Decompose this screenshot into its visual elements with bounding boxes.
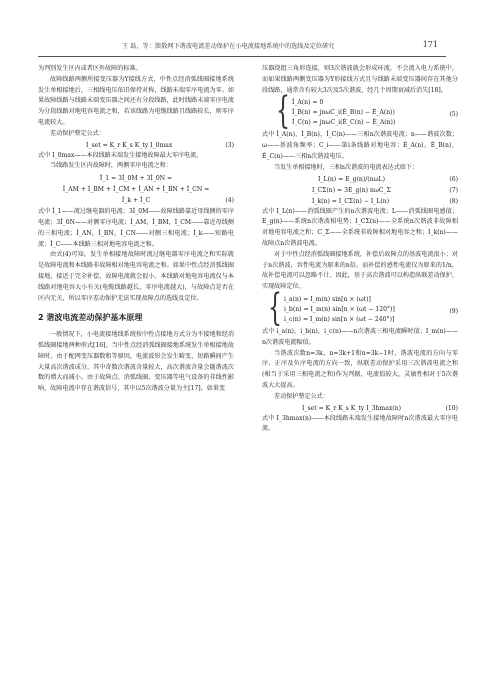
equation-number: (9) [449,307,458,315]
equation-number: (6) [449,175,458,183]
equation-9 [262,287,458,331]
paragraph: 对于中性点经消弧线圈接地系统，补偿后故障点的基波电流很小；对于n次谐波，容性电流为原来的n倍，而补偿的感性电流仅为原来的1/n，故补偿电流可以忽略不计。因此，基于高次谐波可以构造纵联差动保护，实现故障定位。 [262,250,458,291]
paragraph: 当线路发生区内故障时，两侧零序电流之和： [50,162,172,170]
equation-number: (10) [445,404,458,412]
equation-4 [38,173,234,206]
equation-line: İ_B(n) = jnωC_i(Ė_B(n) − Ė_A(n)) [291,109,395,117]
paragraph: 差动保护整定公式： [274,392,329,400]
left-column [38,64,234,395]
equation-body: I_L(n) = E_g(n)/(nωL) [318,175,385,183]
equation-7 [262,185,458,196]
brace: { [268,287,282,331]
equation-10 [262,403,458,414]
definition: 式中 i_a(n)，i_b(n)，i_c(n)——n次谐波三相电流瞬时值；I_m(n)——n次谐波电流幅值。 [262,327,458,346]
equation-3 [38,140,234,151]
header-rule [38,56,446,57]
equation-line: İ_A(n) = 0 [291,99,324,107]
right-column [262,64,458,435]
equation-body: I_set = K_r K_s K_ty I_0max [86,141,173,149]
paragraph: 当谐波次数n=3k、n=3k+1和n=3k−1时，谐波电流的方向与零序、正序及负序电流的方向一致，纵联差动保护采用三次谐波电流之和(相当于采用三相电流之和)作为判据，电流值较大，灵敏性相对于5次谐波大大提高。 [262,349,458,389]
equation-6 [262,174,458,185]
equation-number: (7) [449,186,458,194]
equation-number: (8) [449,197,458,205]
paragraph: 差动保护整定公式： [50,129,105,137]
equation-line: İ_1 = 3İ_0M + 3İ_0N = [99,175,173,183]
definition: 式中 I_3hmax(n)——本段线路末端发生接地故障时n次谐波最大零序电流。 [262,414,458,433]
paragraph: 当发生单相接地时，三相n次谐波的电流表达式如下： [274,163,419,171]
section-heading: 2 谐波电流差动保护基本原理 [38,313,143,323]
equation-number: (5) [449,111,458,119]
equation-line: İ_k + İ_C [121,197,151,205]
equation-number: (3) [225,141,234,149]
definition: 式中 İ_A(n)，İ_B(n)，İ_C(n)——三相n次谐波电流；n——谐波次数；ω——基波角频率；C_i——第i条线路对地电容；Ė_A(n)，Ė_B(n)，Ė_C(n)——三相n次谐波电压。 [262,131,458,160]
paragraph: 由式(4)可知，发生单相接地故障时流过继电器零序电流之和实际就是故障电流和本线路非故障相对地电容电流之和。如果中性点经消弧线圈接地，接近于完全补偿，故障电流就会很小。本线路对地电容电流仅与本线路对地电容大小有关(电缆线路越长，零序电流越大)，与故障点是否在区内无关，所以零序差动保护无法实现故障点的选线及定位。 [38,251,234,302]
page-number: 171 [422,40,438,49]
paragraph: 故障线路两侧所接变压器为Y接线方式，中性点经消弧线圈接地系统发生单相接地后，三相线电压依旧保持对称，线路末端零序电流为零。如果故障线路与线路末端变压器之间还有分段线路，此时线路末端零序电流为分段线路对地电容电流之和，若该线路为电缆线路且线路较长，则零序电流较大。 [38,75,234,126]
paragraph: 压器绕组三角形连接，则3次谐波就会形成环流，不会流入电力系统中，而如果线路两侧变压器为Y形接线方式且与线路末端变压器间存在其他分段线路，通常含有较大3次及5次谐波，经几个周期衰减后消失[18]。 [262,65,458,94]
equation-line: i_a(n) = I_m(n) sin[n × (ωt)] [283,295,371,303]
running-header [38,40,446,52]
equation-body: I_set = K_r K_s K_ty I_3hmax(n) [302,404,401,412]
equation-line: i_b(n) = I_m(n) sin[n × (ωt − 120°)] [283,305,395,313]
equation-system [284,295,395,325]
equation-body: I_CΣ(n) = 3E_g(n) nωC_Σ [312,186,391,194]
equation-system [292,98,395,128]
equation-body: I_k(n) = I_CΣ(n) − I_L(n) [312,197,390,205]
paragraph: 为判别发生区内或者区外故障的标准。 [38,65,142,72]
equation-line: İ_C(n) = jnωC_i(Ė_C(n) − Ė_A(n)) [291,119,396,127]
equation-number: (4) [225,197,234,205]
brace: { [276,91,290,134]
equation-line: İ_AM + İ_BM + İ_CM + İ_AN + İ_BN + İ_CN = [62,186,210,194]
definition: 式中 I_0max——本段线路末端发生接地故障最大零序电流。 [38,151,203,159]
equation-8 [262,196,458,207]
definition: 式中 I_L(n)——消弧线圈产生的n次谐波电流；L——消弧线圈电感值；E_g(n)——系统n次谐波相电势；I_CΣ(n)——全系统n次谐波非故障相对地电容电流之和；C_Σ——全系统非故障相对地电容之和；I_k(n)——故障点n次谐波电流。 [262,207,458,247]
paragraph: 一般情况下，小电流接地线系统按中性点接地方式分为不接地和经消弧线圈接地两种形式[16]。当中性点经消弧线圈接地系统发生单相接地故障时，由于配网变压器数和等原因，电流波形会发生畸变，短路瞬间产生大量高次谐波成分，其中奇数次谐波含量较大，高次谐波含量会随谐波次数的增大而减小。由于故障点、消弧线圈、变压器等电气设备的非线性影响，故障电流中存在谐波信号，其中以5次谐波分量为主[17]。如果变 [38,331,234,393]
equation-5 [262,91,458,134]
equation-line: i_c(n) = I_m(n) sin[n × (ωt − 240°)] [283,315,395,323]
header-title: 王 磊，等：馈散网下谐波电流差动保护在小电流接地系统中的选线及定位研究 [122,43,335,50]
definition: 式中 İ_1——流过继电器的电流；3İ_0M——故障线路靠近母线侧的零序电流；3İ_0N——对侧零序电流；İ_AM，İ_BM，İ_CM——靠近母线侧的三相电流；İ_AN，İ_BN，İ_CN——对侧三相电流；İ_k——短路电流；İ_C——本线路三相对地电容电流之和。 [38,208,234,248]
